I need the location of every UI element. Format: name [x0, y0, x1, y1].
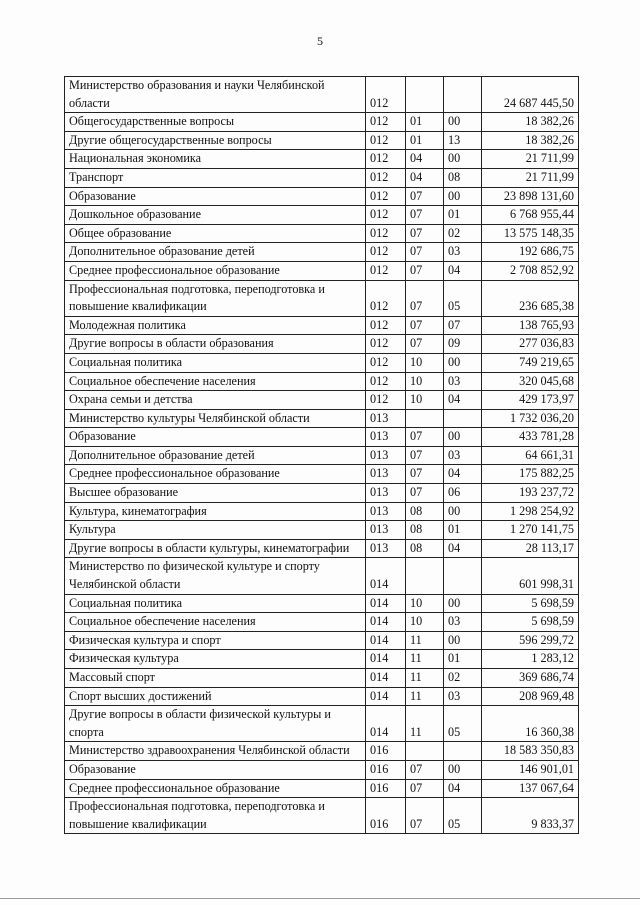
- row-name-cell: Молодежная политика: [65, 316, 366, 335]
- row-amount-cell: 21 711,99: [482, 150, 579, 169]
- row-subsection-code-cell: 00: [444, 187, 482, 206]
- row-amount-cell: 429 173,97: [482, 391, 579, 410]
- table-row: [65, 113, 579, 132]
- row-subsection-code-cell: [444, 77, 482, 113]
- row-name-cell: Дополнительное образование детей: [65, 243, 366, 262]
- row-amount-cell: 601 998,31: [482, 558, 579, 594]
- table-row: [65, 261, 579, 280]
- row-dept-code-cell: 016: [366, 779, 406, 798]
- row-subsection-code-cell: 03: [444, 687, 482, 706]
- row-dept-code-cell: 012: [366, 372, 406, 391]
- row-amount-cell: 1 270 141,75: [482, 521, 579, 540]
- row-section-code-cell: 07: [406, 316, 444, 335]
- row-amount-cell: 1 298 254,92: [482, 502, 579, 521]
- row-dept-code-cell: 014: [366, 650, 406, 669]
- row-dept-code-cell: 014: [366, 594, 406, 613]
- row-dept-code-cell: 013: [366, 465, 406, 484]
- row-section-code-cell: 07: [406, 484, 444, 503]
- row-subsection-code-cell: 00: [444, 353, 482, 372]
- row-subsection-code-cell: 05: [444, 706, 482, 742]
- table-row: [65, 706, 579, 742]
- row-name-cell: Общегосударственные вопросы: [65, 113, 366, 132]
- row-section-code-cell: 11: [406, 706, 444, 742]
- row-dept-code-cell: 014: [366, 687, 406, 706]
- row-amount-cell: 6 768 955,44: [482, 206, 579, 225]
- row-name-cell: Дополнительное образование детей: [65, 446, 366, 465]
- table-row: [65, 742, 579, 761]
- row-amount-cell: 1 732 036,20: [482, 409, 579, 428]
- row-subsection-code-cell: 01: [444, 206, 482, 225]
- table-row: [65, 372, 579, 391]
- row-dept-code-cell: 013: [366, 539, 406, 558]
- row-section-code-cell: 07: [406, 428, 444, 447]
- row-section-code-cell: 11: [406, 669, 444, 688]
- table-row: [65, 243, 579, 262]
- row-amount-cell: 208 969,48: [482, 687, 579, 706]
- row-section-code-cell: 10: [406, 391, 444, 410]
- row-amount-cell: 146 901,01: [482, 760, 579, 779]
- row-subsection-code-cell: [444, 742, 482, 761]
- table-row: [65, 539, 579, 558]
- row-name-cell: Министерство образования и науки Челябинской области: [65, 77, 366, 113]
- row-subsection-code-cell: 06: [444, 484, 482, 503]
- row-section-code-cell: [406, 77, 444, 113]
- row-section-code-cell: 07: [406, 779, 444, 798]
- row-subsection-code-cell: 03: [444, 372, 482, 391]
- row-name-cell: Социальная политика: [65, 353, 366, 372]
- row-name-cell: Дошкольное образование: [65, 206, 366, 225]
- row-dept-code-cell: 012: [366, 131, 406, 150]
- row-name-cell: Министерство здравоохранения Челябинской области: [65, 742, 366, 761]
- row-name-cell: Другие вопросы в области физической культуры и спорта: [65, 706, 366, 742]
- row-name-cell: Среднее профессиональное образование: [65, 261, 366, 280]
- table-row: [65, 650, 579, 669]
- row-subsection-code-cell: 00: [444, 428, 482, 447]
- row-section-code-cell: 07: [406, 206, 444, 225]
- row-amount-cell: 1 283,12: [482, 650, 579, 669]
- row-subsection-code-cell: 03: [444, 446, 482, 465]
- row-dept-code-cell: 014: [366, 613, 406, 632]
- row-section-code-cell: 10: [406, 372, 444, 391]
- row-dept-code-cell: 016: [366, 742, 406, 761]
- table-row: [65, 798, 579, 834]
- row-amount-cell: 13 575 148,35: [482, 224, 579, 243]
- row-dept-code-cell: 012: [366, 280, 406, 316]
- row-subsection-code-cell: 01: [444, 521, 482, 540]
- row-name-cell: Среднее профессиональное образование: [65, 465, 366, 484]
- table-row: [65, 150, 579, 169]
- row-amount-cell: 277 036,83: [482, 335, 579, 354]
- row-name-cell: Социальное обеспечение населения: [65, 613, 366, 632]
- row-section-code-cell: 01: [406, 113, 444, 132]
- row-dept-code-cell: 013: [366, 446, 406, 465]
- table-row: [65, 131, 579, 150]
- table-row: [65, 224, 579, 243]
- table-row: [65, 594, 579, 613]
- row-name-cell: Общее образование: [65, 224, 366, 243]
- row-section-code-cell: 08: [406, 502, 444, 521]
- row-dept-code-cell: 012: [366, 77, 406, 113]
- row-dept-code-cell: 016: [366, 760, 406, 779]
- table-row: [65, 521, 579, 540]
- table-row: [65, 779, 579, 798]
- row-name-cell: Образование: [65, 187, 366, 206]
- row-section-code-cell: 07: [406, 446, 444, 465]
- row-subsection-code-cell: 09: [444, 335, 482, 354]
- row-dept-code-cell: 012: [366, 224, 406, 243]
- row-subsection-code-cell: 02: [444, 669, 482, 688]
- row-amount-cell: 5 698,59: [482, 594, 579, 613]
- row-amount-cell: 236 685,38: [482, 280, 579, 316]
- row-name-cell: Другие общегосударственные вопросы: [65, 131, 366, 150]
- row-section-code-cell: 11: [406, 650, 444, 669]
- row-subsection-code-cell: 08: [444, 168, 482, 187]
- row-dept-code-cell: 012: [366, 335, 406, 354]
- row-name-cell: Транспорт: [65, 168, 366, 187]
- table-row: [65, 353, 579, 372]
- row-subsection-code-cell: 04: [444, 261, 482, 280]
- table-row: [65, 631, 579, 650]
- row-section-code-cell: 07: [406, 280, 444, 316]
- row-section-code-cell: 04: [406, 168, 444, 187]
- row-dept-code-cell: 013: [366, 428, 406, 447]
- row-dept-code-cell: 012: [366, 243, 406, 262]
- row-dept-code-cell: 012: [366, 206, 406, 225]
- row-name-cell: Физическая культура: [65, 650, 366, 669]
- row-section-code-cell: 11: [406, 631, 444, 650]
- table-row: [65, 613, 579, 632]
- row-name-cell: Профессиональная подготовка, переподготовка и повышение квалификации: [65, 798, 366, 834]
- table-row: [65, 446, 579, 465]
- row-dept-code-cell: 013: [366, 484, 406, 503]
- row-dept-code-cell: 012: [366, 353, 406, 372]
- row-section-code-cell: 08: [406, 521, 444, 540]
- table-row: [65, 187, 579, 206]
- row-dept-code-cell: 012: [366, 261, 406, 280]
- table-row: [65, 391, 579, 410]
- row-name-cell: Массовый спорт: [65, 669, 366, 688]
- row-subsection-code-cell: 04: [444, 539, 482, 558]
- row-section-code-cell: 08: [406, 539, 444, 558]
- row-section-code-cell: 11: [406, 687, 444, 706]
- row-section-code-cell: 07: [406, 760, 444, 779]
- row-subsection-code-cell: 03: [444, 243, 482, 262]
- row-section-code-cell: 04: [406, 150, 444, 169]
- table-row: [65, 168, 579, 187]
- row-name-cell: Образование: [65, 428, 366, 447]
- row-amount-cell: 433 781,28: [482, 428, 579, 447]
- page-bottom-rule: [0, 898, 640, 899]
- row-section-code-cell: 07: [406, 224, 444, 243]
- row-name-cell: Образование: [65, 760, 366, 779]
- row-amount-cell: 369 686,74: [482, 669, 579, 688]
- row-name-cell: Другие вопросы в области культуры, кинематографии: [65, 539, 366, 558]
- row-section-code-cell: 07: [406, 335, 444, 354]
- table-row: [65, 484, 579, 503]
- table-row: [65, 558, 579, 594]
- row-amount-cell: 64 661,31: [482, 446, 579, 465]
- row-dept-code-cell: 012: [366, 316, 406, 335]
- row-dept-code-cell: 013: [366, 502, 406, 521]
- row-name-cell: Министерство по физической культуре и спорту Челябинской области: [65, 558, 366, 594]
- row-name-cell: Культура, кинематография: [65, 502, 366, 521]
- row-amount-cell: 21 711,99: [482, 168, 579, 187]
- row-dept-code-cell: 012: [366, 187, 406, 206]
- row-amount-cell: 28 113,17: [482, 539, 579, 558]
- row-amount-cell: 2 708 852,92: [482, 261, 579, 280]
- table-row: [65, 760, 579, 779]
- row-name-cell: Культура: [65, 521, 366, 540]
- row-amount-cell: 18 382,26: [482, 131, 579, 150]
- row-amount-cell: 320 045,68: [482, 372, 579, 391]
- row-subsection-code-cell: 03: [444, 613, 482, 632]
- row-amount-cell: 23 898 131,60: [482, 187, 579, 206]
- row-dept-code-cell: 014: [366, 631, 406, 650]
- row-dept-code-cell: 013: [366, 409, 406, 428]
- row-name-cell: Среднее профессиональное образование: [65, 779, 366, 798]
- row-name-cell: Профессиональная подготовка, переподготовка и повышение квалификации: [65, 280, 366, 316]
- budget-table: [64, 76, 579, 834]
- row-dept-code-cell: 012: [366, 113, 406, 132]
- row-subsection-code-cell: 04: [444, 391, 482, 410]
- row-section-code-cell: 07: [406, 261, 444, 280]
- row-name-cell: Социальное обеспечение населения: [65, 372, 366, 391]
- row-amount-cell: 5 698,59: [482, 613, 579, 632]
- row-name-cell: Национальная экономика: [65, 150, 366, 169]
- row-amount-cell: 749 219,65: [482, 353, 579, 372]
- table-row: [65, 316, 579, 335]
- table-row: [65, 335, 579, 354]
- row-name-cell: Другие вопросы в области образования: [65, 335, 366, 354]
- table-row: [65, 77, 579, 113]
- row-name-cell: Спорт высших достижений: [65, 687, 366, 706]
- row-subsection-code-cell: 04: [444, 779, 482, 798]
- row-dept-code-cell: 012: [366, 150, 406, 169]
- row-amount-cell: 192 686,75: [482, 243, 579, 262]
- row-amount-cell: 596 299,72: [482, 631, 579, 650]
- row-section-code-cell: [406, 409, 444, 428]
- row-name-cell: Социальная политика: [65, 594, 366, 613]
- row-subsection-code-cell: 00: [444, 502, 482, 521]
- row-subsection-code-cell: [444, 409, 482, 428]
- row-subsection-code-cell: 00: [444, 113, 482, 132]
- page-number: 5: [317, 34, 323, 48]
- table-row: [65, 465, 579, 484]
- row-subsection-code-cell: 00: [444, 594, 482, 613]
- row-section-code-cell: 07: [406, 187, 444, 206]
- row-subsection-code-cell: 07: [444, 316, 482, 335]
- row-name-cell: Физическая культура и спорт: [65, 631, 366, 650]
- row-section-code-cell: [406, 742, 444, 761]
- row-amount-cell: 16 360,38: [482, 706, 579, 742]
- row-section-code-cell: 07: [406, 243, 444, 262]
- row-name-cell: Высшее образование: [65, 484, 366, 503]
- row-dept-code-cell: 014: [366, 669, 406, 688]
- row-subsection-code-cell: 05: [444, 798, 482, 834]
- row-amount-cell: 138 765,93: [482, 316, 579, 335]
- row-subsection-code-cell: 04: [444, 465, 482, 484]
- row-name-cell: Министерство культуры Челябинской области: [65, 409, 366, 428]
- budget-table-body: [65, 77, 579, 834]
- row-subsection-code-cell: 00: [444, 150, 482, 169]
- row-section-code-cell: 07: [406, 798, 444, 834]
- table-row: [65, 687, 579, 706]
- row-section-code-cell: 10: [406, 353, 444, 372]
- table-row: [65, 409, 579, 428]
- table-row: [65, 502, 579, 521]
- row-section-code-cell: 10: [406, 613, 444, 632]
- row-subsection-code-cell: 00: [444, 760, 482, 779]
- row-amount-cell: 193 237,72: [482, 484, 579, 503]
- row-amount-cell: 137 067,64: [482, 779, 579, 798]
- row-subsection-code-cell: 02: [444, 224, 482, 243]
- row-section-code-cell: 07: [406, 465, 444, 484]
- row-section-code-cell: 01: [406, 131, 444, 150]
- row-dept-code-cell: 014: [366, 706, 406, 742]
- row-name-cell: Охрана семьи и детства: [65, 391, 366, 410]
- row-amount-cell: 18 382,26: [482, 113, 579, 132]
- row-amount-cell: 9 833,37: [482, 798, 579, 834]
- table-row: [65, 669, 579, 688]
- row-subsection-code-cell: 05: [444, 280, 482, 316]
- row-subsection-code-cell: 00: [444, 631, 482, 650]
- row-dept-code-cell: 013: [366, 521, 406, 540]
- table-row: [65, 428, 579, 447]
- row-subsection-code-cell: 13: [444, 131, 482, 150]
- row-subsection-code-cell: 01: [444, 650, 482, 669]
- row-section-code-cell: 10: [406, 594, 444, 613]
- row-subsection-code-cell: [444, 558, 482, 594]
- row-section-code-cell: [406, 558, 444, 594]
- row-dept-code-cell: 016: [366, 798, 406, 834]
- row-dept-code-cell: 012: [366, 391, 406, 410]
- row-amount-cell: 175 882,25: [482, 465, 579, 484]
- row-amount-cell: 24 687 445,50: [482, 77, 579, 113]
- table-row: [65, 280, 579, 316]
- row-dept-code-cell: 012: [366, 168, 406, 187]
- table-row: [65, 206, 579, 225]
- row-amount-cell: 18 583 350,83: [482, 742, 579, 761]
- row-dept-code-cell: 014: [366, 558, 406, 594]
